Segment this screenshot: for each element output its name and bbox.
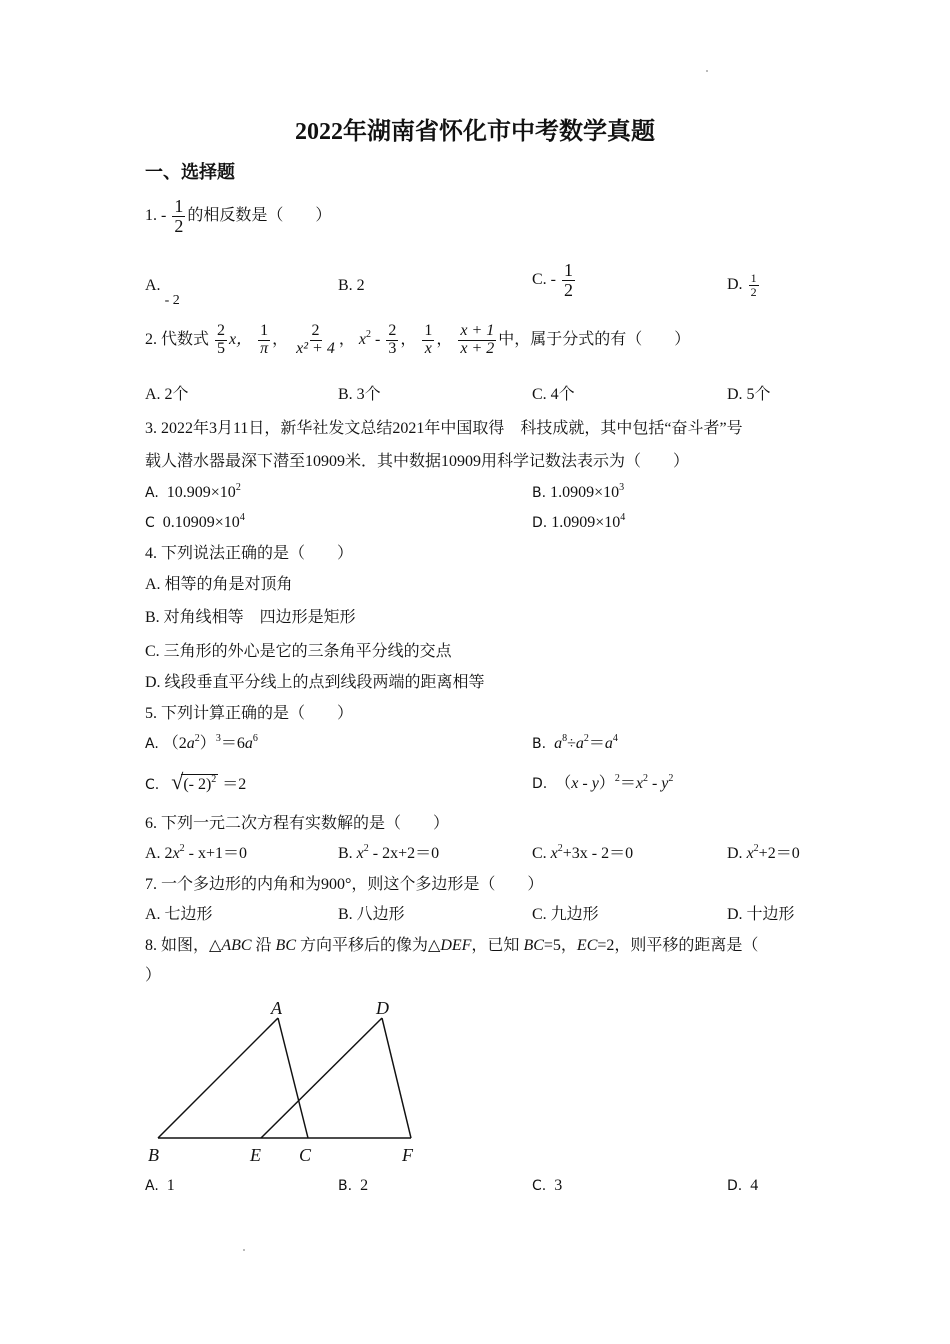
q3-option-a[interactable]: A. $10.909\times 10^2$ [145,482,241,501]
q7-option-a[interactable]: A. 七边形 [145,906,213,923]
q1-option-a[interactable]: A. - 2 [145,277,180,308]
segment-de [261,1018,382,1138]
q6-option-d[interactable]: D. $x^2+2=0$ [727,843,800,862]
question-1 [145,197,331,236]
point-label-d: D [376,998,389,1018]
q4-option-d[interactable]: D. 线段垂直平分线上的点到线段两端的距离相等 [145,674,485,691]
q7-option-b[interactable]: B. 八边形 [338,906,405,923]
question-8-line-1: 8. 如图，△ABC 沿 BC 方向平移后的像为△DEF，已知 BC=5，EC=2，则平移的距离是（ [145,937,759,954]
point-label-c: C [299,1145,312,1165]
question-7-stem: 7. 一个多边形的内角和为900°，则这个多边形是（ ） [145,876,544,893]
q5-option-a[interactable]: A. $(2a^2)^3=6a^6$ [145,733,258,752]
q7-option-d[interactable]: D. 十边形 [727,906,795,923]
q5-option-c[interactable]: C. √(- 2)$^2$ ＝2 [145,769,247,794]
q8-option-b[interactable]: B. 2 [338,1177,369,1194]
q3-option-c[interactable]: C $0.10909\times 10^4$ [145,512,245,531]
q8-option-d[interactable]: D. 4 [727,1177,759,1194]
question-stem: 的相反数是（ ） [187,207,332,225]
fraction: $\frac{1}{2}$ [174,196,184,236]
scan-speck [243,1249,245,1251]
q2-option-a[interactable]: A. 2个 [145,386,189,403]
question-number: 1. [145,207,157,225]
q2-option-d[interactable]: D. 5个 [727,386,771,403]
q7-option-c[interactable]: C. 九边形 [532,906,599,923]
q4-option-b[interactable]: B. 对角线相等 四边形是矩形 [145,609,356,626]
q1-option-d[interactable]: D. $\frac{1}{2}$ [727,271,757,299]
q3-option-d[interactable]: D. $1.0909\times 10^4$ [532,512,626,531]
point-label-b: B [148,1145,159,1165]
question-2: 2. 代数式 $\frac{2}{5}$ x， $\frac{1}{\pi}$ ， $\frac{2}{\text{x² + 4}}$ ， $x^2$ - $\frac{2}{3}$ ， $\frac{1}{x}$ ， $\frac{x + 1}{x + 2}$ 中，属于分式的有（ ） [145,322,691,357]
q2-option-c[interactable]: C. 4个 [532,386,575,403]
question-3-line-2: 载人潜水器最深下潜至10909米．其中数据10909用科学记数法表示为（ ） [145,453,690,470]
section-heading-choice: 一、选择题 [145,162,235,182]
question-6-stem: 6. 下列一元二次方程有实数解的是（ ） [145,815,450,832]
q6-option-b[interactable]: B. $x^2 - 2x+2=0$ [338,843,440,862]
point-label-f: F [402,1145,413,1165]
q2-option-b[interactable]: B. 3个 [338,386,381,403]
segment-ac [278,1018,308,1138]
q8-option-c[interactable]: C. 3 [532,1177,563,1194]
page-title: 2022年湖南省怀化市中考数学真题 [295,119,655,145]
q5-option-d[interactable]: D. $(x - y)^2=x^2 - y^2$ [532,773,674,792]
question-5-stem: 5. 下列计算正确的是（ ） [145,705,354,722]
q8-option-a[interactable]: A. 1 [145,1177,175,1194]
question-3-line-1: 3. 2022年3月11日，新华社发文总结2021年中国取得 科技成就，其中包括“奋斗者”号 [145,420,743,437]
point-label-e: E [250,1145,261,1165]
point-label-a: A [271,998,282,1018]
segment-ab [158,1018,278,1138]
segment-df [382,1018,411,1138]
q5-option-b[interactable]: B. $a^8\div a^2=a^4$ [532,733,618,752]
scan-speck [706,70,708,72]
q4-option-c[interactable]: C. 三角形的外心是它的三条角平分线的交点 [145,643,452,660]
minus-sign: - [161,207,167,225]
question-8-line-2: ） [145,967,162,984]
q4-option-a[interactable]: A. 相等的角是对顶角 [145,576,293,593]
question-4-stem: 4. 下列说法正确的是（ ） [145,545,354,562]
q6-option-a[interactable]: A. $2x^2 - x+1=0$ [145,843,248,862]
q1-option-c[interactable]: C. - $\frac{1}{2}$ [532,260,573,300]
q1-option-b[interactable]: B. 2 [338,277,365,294]
q3-option-b[interactable]: B. $1.0909\times 10^3$ [532,482,625,501]
q6-option-c[interactable]: C. $x^2+3x - 2=0$ [532,843,634,862]
translation-diagram [140,995,440,1175]
